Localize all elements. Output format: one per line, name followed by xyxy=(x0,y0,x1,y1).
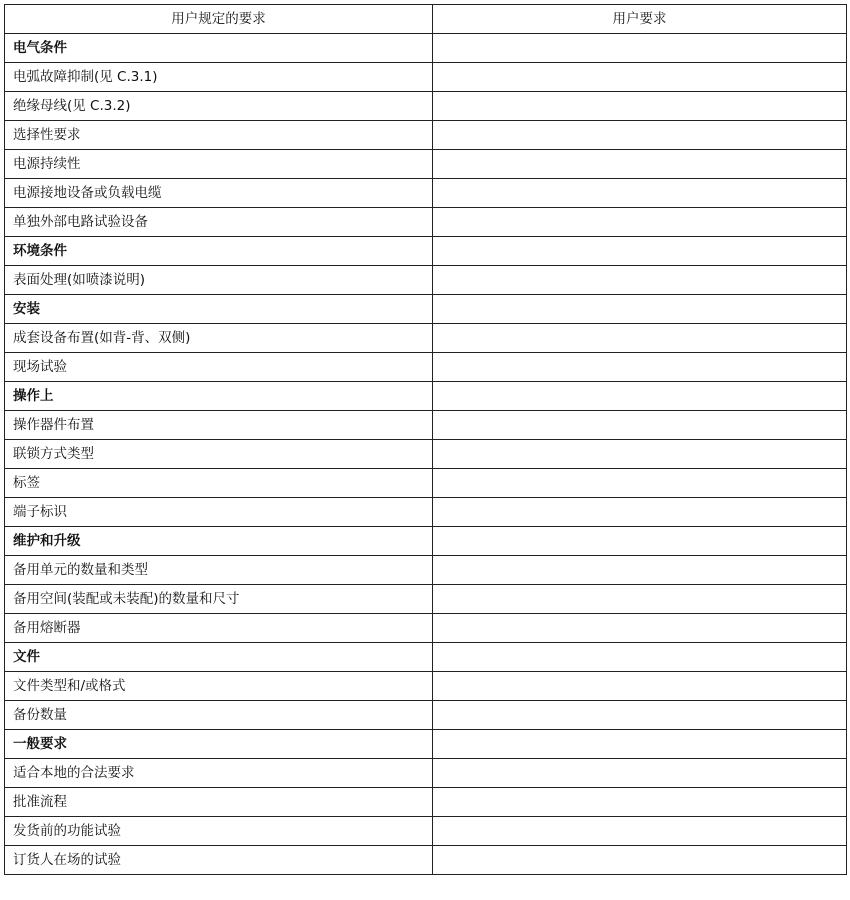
table-row xyxy=(5,237,847,266)
requirement-label-cell: 订货人在场的试验 xyxy=(5,846,433,875)
section-heading-cell: 安装 xyxy=(5,295,433,324)
requirement-label-cell: 表面处理(如喷漆说明) xyxy=(5,266,433,295)
user-requirement-cell xyxy=(433,585,847,614)
user-requirement-cell xyxy=(433,527,847,556)
table-body xyxy=(5,34,847,875)
table-row xyxy=(5,817,847,846)
requirement-label-cell: 发货前的功能试验 xyxy=(5,817,433,846)
section-heading-cell: 文件 xyxy=(5,643,433,672)
table-row xyxy=(5,266,847,295)
section-heading-cell: 环境条件 xyxy=(5,237,433,266)
table-row xyxy=(5,701,847,730)
requirement-label-cell: 电源接地设备或负载电缆 xyxy=(5,179,433,208)
user-requirement-cell xyxy=(433,208,847,237)
header-row xyxy=(5,5,847,34)
table-row xyxy=(5,672,847,701)
table-row xyxy=(5,643,847,672)
user-requirement-cell xyxy=(433,179,847,208)
user-requirement-cell xyxy=(433,353,847,382)
table-row xyxy=(5,730,847,759)
table-row xyxy=(5,121,847,150)
requirement-label-cell: 备份数量 xyxy=(5,701,433,730)
table-row xyxy=(5,556,847,585)
requirement-label-cell: 现场试验 xyxy=(5,353,433,382)
user-requirement-cell xyxy=(433,701,847,730)
user-requirement-cell xyxy=(433,498,847,527)
user-requirement-cell xyxy=(433,730,847,759)
user-requirement-cell xyxy=(433,92,847,121)
section-heading-cell: 一般要求 xyxy=(5,730,433,759)
requirement-label-cell: 端子标识 xyxy=(5,498,433,527)
user-requirement-cell xyxy=(433,150,847,179)
requirement-label-cell: 选择性要求 xyxy=(5,121,433,150)
user-requirement-cell xyxy=(433,672,847,701)
user-requirement-cell xyxy=(433,411,847,440)
requirement-label-cell: 联锁方式类型 xyxy=(5,440,433,469)
table-row xyxy=(5,759,847,788)
requirement-label-cell: 备用空间(装配或未装配)的数量和尺寸 xyxy=(5,585,433,614)
requirement-label-cell: 电源持续性 xyxy=(5,150,433,179)
user-requirement-cell xyxy=(433,266,847,295)
user-requirement-cell xyxy=(433,237,847,266)
requirement-label-cell: 绝缘母线(见 C.3.2) xyxy=(5,92,433,121)
user-requirement-cell xyxy=(433,788,847,817)
table-row xyxy=(5,179,847,208)
requirement-label-cell: 批准流程 xyxy=(5,788,433,817)
user-requirement-cell xyxy=(433,556,847,585)
user-requirement-cell xyxy=(433,324,847,353)
user-requirement-cell xyxy=(433,643,847,672)
section-heading-cell: 维护和升级 xyxy=(5,527,433,556)
header-user-specified-requirement: 用户规定的要求 xyxy=(5,5,433,34)
user-requirement-cell xyxy=(433,846,847,875)
section-heading-cell: 操作上 xyxy=(5,382,433,411)
table-row xyxy=(5,34,847,63)
requirement-label-cell: 备用熔断器 xyxy=(5,614,433,643)
table-row xyxy=(5,382,847,411)
header-user-requirement: 用户要求 xyxy=(433,5,847,34)
table-row xyxy=(5,92,847,121)
requirements-table xyxy=(4,4,847,875)
table-row xyxy=(5,63,847,92)
user-requirement-cell xyxy=(433,469,847,498)
requirement-label-cell: 标签 xyxy=(5,469,433,498)
user-requirement-cell xyxy=(433,121,847,150)
table-row xyxy=(5,788,847,817)
table-row xyxy=(5,150,847,179)
table-row xyxy=(5,295,847,324)
user-requirement-cell xyxy=(433,63,847,92)
user-requirement-cell xyxy=(433,614,847,643)
requirement-label-cell: 操作器件布置 xyxy=(5,411,433,440)
requirement-label-cell: 电弧故障抑制(见 C.3.1) xyxy=(5,63,433,92)
table-row xyxy=(5,469,847,498)
table-row xyxy=(5,527,847,556)
user-requirement-cell xyxy=(433,295,847,324)
requirement-label-cell: 单独外部电路试验设备 xyxy=(5,208,433,237)
user-requirement-cell xyxy=(433,382,847,411)
table-row xyxy=(5,440,847,469)
table-row xyxy=(5,353,847,382)
user-requirement-cell xyxy=(433,34,847,63)
user-requirement-cell xyxy=(433,817,847,846)
requirement-label-cell: 成套设备布置(如背-背、双侧) xyxy=(5,324,433,353)
user-requirement-cell xyxy=(433,440,847,469)
table-row xyxy=(5,324,847,353)
table-row xyxy=(5,411,847,440)
requirement-label-cell: 适合本地的合法要求 xyxy=(5,759,433,788)
requirements-document xyxy=(4,4,846,875)
table-row xyxy=(5,846,847,875)
user-requirement-cell xyxy=(433,759,847,788)
table-row xyxy=(5,208,847,237)
requirement-label-cell: 文件类型和/或格式 xyxy=(5,672,433,701)
section-heading-cell: 电气条件 xyxy=(5,34,433,63)
table-row xyxy=(5,614,847,643)
table-row xyxy=(5,498,847,527)
requirement-label-cell: 备用单元的数量和类型 xyxy=(5,556,433,585)
table-row xyxy=(5,585,847,614)
